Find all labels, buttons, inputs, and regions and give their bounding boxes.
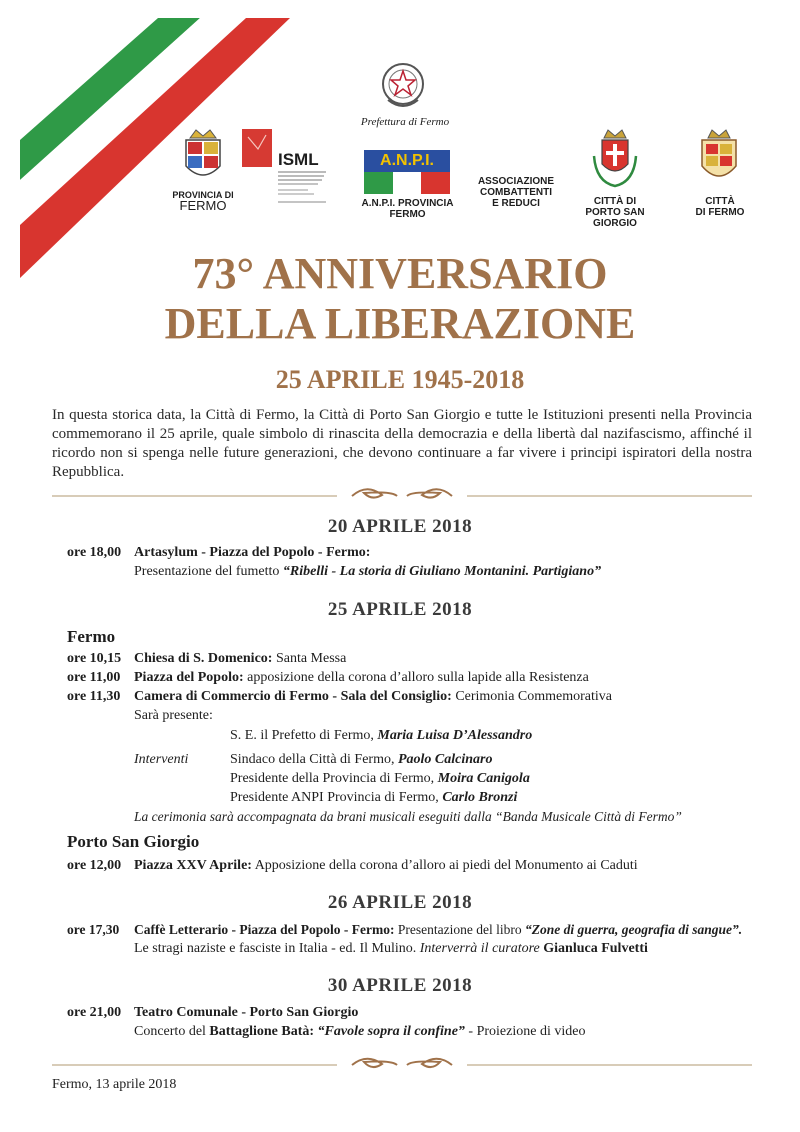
interventi-label: Interventi — [134, 752, 189, 767]
event-desc-text: Santa Messa — [275, 651, 347, 666]
place-fermo: Fermo — [67, 627, 116, 646]
cerimonia-note: La cerimonia sarà accompagnata da brani musicali eseguiti dalla “Banda Musicale Città di Fermo” — [134, 809, 682, 824]
speaker-name: Paolo Calcinaro — [397, 752, 493, 767]
event-desc-title: “Favole sopra il confine” — [317, 1024, 465, 1039]
date-heading-25: 25 APRILE 2018 — [327, 599, 473, 620]
event-band: Battaglione Batà: — [209, 1024, 315, 1039]
speaker-name: Carlo Bronzi — [442, 790, 518, 805]
event-desc-suffix: - Proiezione di video — [468, 1024, 586, 1039]
event-desc-text: Presentazione del libro — [397, 922, 522, 937]
guest-name: Maria Luisa D’Alessandro — [377, 728, 533, 743]
event-desc-title: “Ribelli - La storia di Giuliano Montanini. Partigiano” — [282, 564, 602, 579]
event-venue: Chiesa di S. Domenico: — [134, 651, 273, 666]
isml-text-lines — [278, 170, 328, 208]
event-row — [0, 669, 800, 687]
event-row — [0, 688, 800, 706]
porto-san-giorgio-crest-icon — [590, 126, 640, 192]
anpi-caption: A.N.P.I. PROVINCIA FERMO — [361, 198, 454, 220]
event-desc-text: Concerto del — [134, 1024, 206, 1039]
place-porto-san-giorgio: Porto San Giorgio — [67, 832, 200, 851]
title-line-1: 73° ANNIVERSARIO — [192, 249, 608, 298]
event-time: ore 18,00 — [67, 545, 122, 560]
assoc-line-2: COMBATTENTI — [479, 187, 553, 198]
speaker-sindaco — [230, 751, 493, 769]
event-time: ore 17,30 — [67, 922, 120, 937]
guest-role: S. E. il Prefetto di Fermo, — [230, 728, 374, 743]
event-desc-text: Apposizione della corona d’alloro ai piedi del Monumento ai Caduti — [254, 858, 638, 873]
isml-label: ISML — [278, 150, 319, 169]
speaker-role: Presidente della Provincia di Fermo, — [230, 771, 435, 786]
isml-logo-icon — [240, 127, 276, 169]
event-time: ore 11,30 — [67, 689, 121, 704]
provincia-label-2: FERMO — [179, 198, 227, 213]
ornamental-divider-bottom — [52, 1053, 752, 1077]
speaker-role: Presidente ANPI Provincia di Fermo, — [230, 790, 439, 805]
event-desc — [134, 563, 601, 581]
title-line-2: DELLA LIBERAZIONE — [164, 299, 636, 348]
fermo-label-1: CITTÀ — [705, 196, 735, 207]
assoc-line-1: ASSOCIAZIONE — [477, 176, 555, 187]
date-heading-30: 30 APRILE 2018 — [327, 975, 473, 996]
event-row — [0, 857, 800, 875]
psg-label-2: PORTO SAN GIORGIO — [585, 207, 645, 229]
prefettura-emblem-icon — [380, 60, 426, 112]
event-venue: Piazza XXV Aprile: — [134, 858, 252, 873]
event-row — [0, 921, 800, 939]
event-venue: Piazza del Popolo: — [134, 670, 244, 685]
event-row — [0, 1004, 800, 1022]
event-desc-title: “Zone di guerra, geografia di sangue”. — [525, 922, 743, 937]
event-time: ore 12,00 — [67, 858, 122, 873]
date-heading-20: 20 APRILE 2018 — [327, 516, 473, 537]
anpi-badge — [364, 150, 450, 172]
event-time: ore 21,00 — [67, 1005, 122, 1020]
event-desc-text: Cerimonia Commemorativa — [455, 689, 612, 704]
date-heading-26: 26 APRILE 2018 — [327, 892, 473, 913]
event-venue: Teatro Comunale - Porto San Giorgio — [134, 1005, 359, 1020]
event-desc-line2 — [134, 940, 648, 958]
event-venue: Artasylum - Piazza del Popolo - Fermo: — [134, 545, 371, 560]
event-desc-italic: Interverrà il curatore — [419, 941, 540, 956]
event-venue: Caffè Letterario - Piazza del Popolo - Fermo: — [134, 922, 395, 937]
sara-presente: Sarà presente: — [134, 708, 213, 723]
anpi-badge-text: A.N.P.I. — [380, 152, 434, 169]
event-time: ore 10,15 — [67, 651, 122, 666]
speaker-role: Sindaco della Città di Fermo, — [230, 752, 395, 767]
event-time: ore 11,00 — [67, 670, 121, 685]
subtitle: 25 APRILE 1945-2018 — [275, 365, 525, 394]
guest-prefetto — [230, 727, 532, 745]
anpi-flag-stripes — [364, 172, 450, 194]
speaker-name: Moira Canigola — [437, 771, 530, 786]
provincia-label-1: PROVINCIA DI — [172, 190, 234, 200]
citta-fermo-crest-icon — [694, 126, 744, 192]
event-desc-text: apposizione della corona d’alloro sulla lapide alla Resistenza — [247, 670, 589, 685]
psg-label-1: CITTÀ DI — [593, 196, 637, 207]
curatore-name: Gianluca Fulvetti — [543, 941, 648, 956]
event-desc — [134, 1023, 585, 1041]
assoc-line-3: E REDUCI — [492, 198, 540, 209]
speaker-presidente — [230, 770, 530, 788]
speaker-anpi — [230, 789, 517, 807]
event-desc-text: Le stragi naziste e fasciste in Italia - ed. Il Mulino. — [134, 941, 417, 956]
event-row — [0, 650, 800, 668]
intro-paragraph: In questa storica data, la Città di Fermo, la Città di Porto San Giorgio e tutte le Istituzioni presenti nella Provincia commemorano il 25 aprile, quale simbolo di rinascita della democrazia e della libertà dal nazifascismo, affinché il ricordo non si spenga nelle future generazioni, che devono continuare a far vivere i principi ispiratori della nostra Repubblica. — [52, 407, 752, 480]
fermo-label-2: DI FERMO — [695, 207, 745, 218]
footer-place-date: Fermo, 13 aprile 2018 — [52, 1077, 177, 1092]
event-row — [0, 544, 800, 562]
event-desc-text: Presentazione del fumetto — [134, 564, 280, 579]
event-venue: Camera di Commercio di Fermo - Sala del Consiglio: — [134, 689, 452, 704]
prefettura-label: Prefettura di Fermo — [360, 116, 450, 128]
ornamental-divider — [52, 481, 752, 505]
provincia-fermo-crest-icon — [180, 126, 226, 188]
